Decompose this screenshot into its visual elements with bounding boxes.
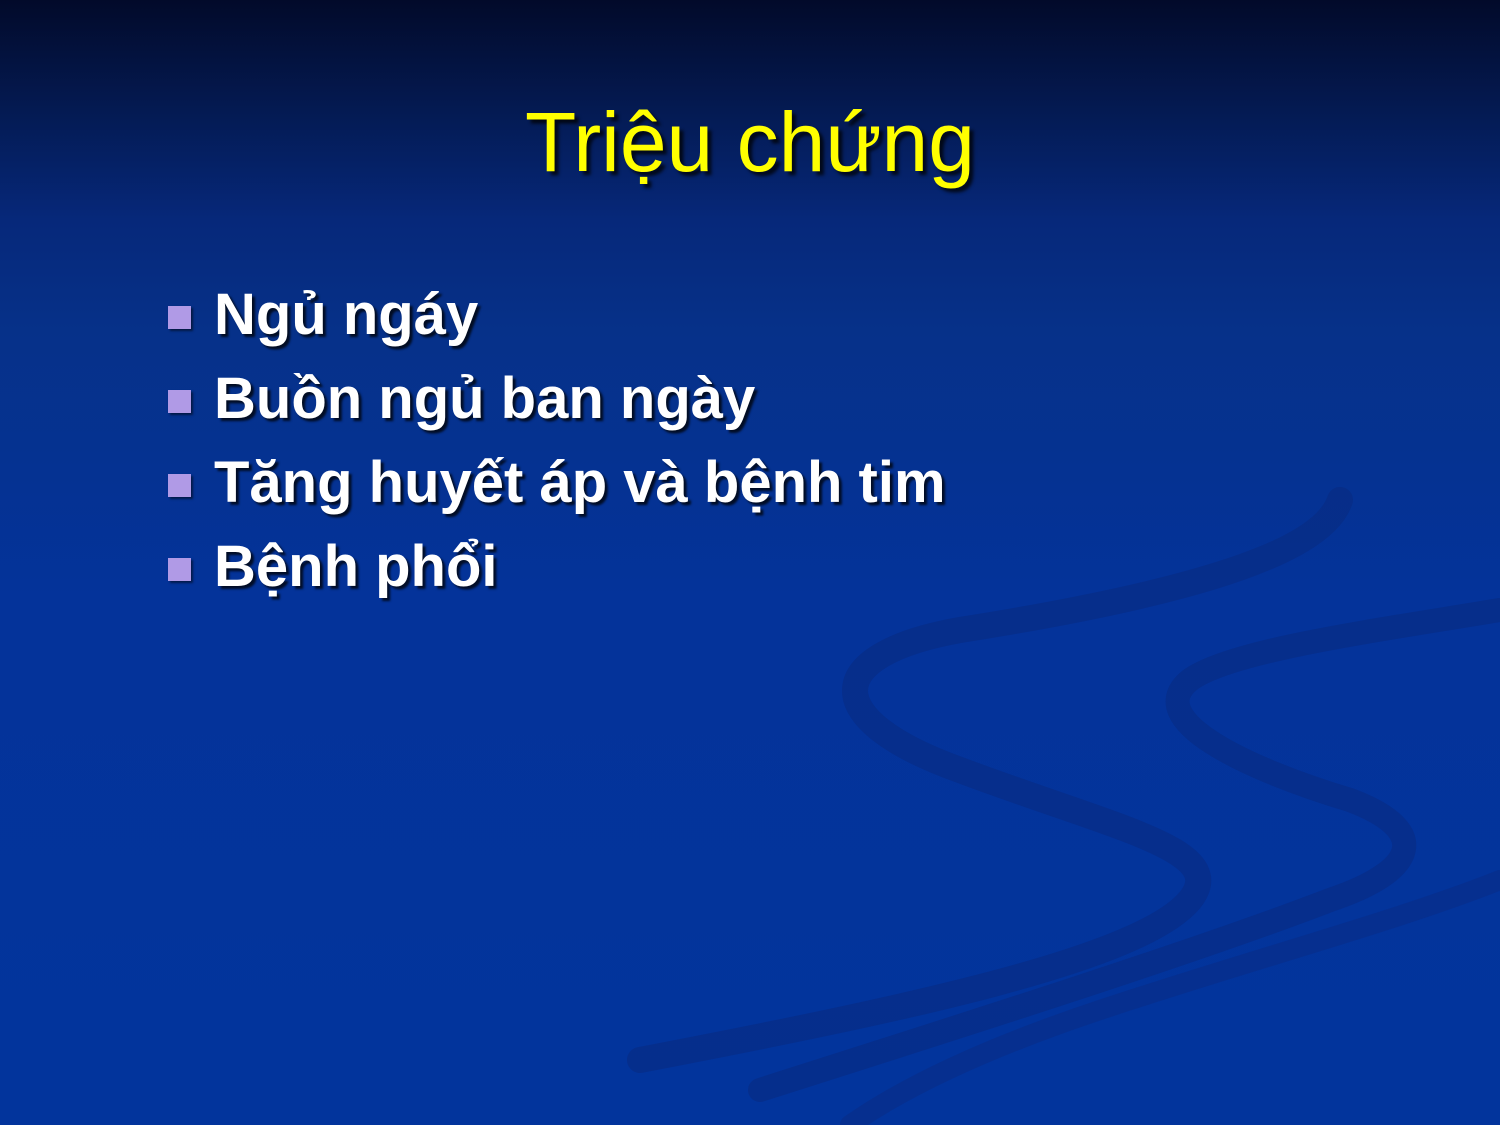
square-bullet-icon	[168, 306, 191, 329]
bullet-text: Ngủ ngáy	[214, 281, 479, 347]
bullet-item	[168, 356, 946, 440]
bullet-text: Buồn ngủ ban ngày	[214, 365, 756, 431]
square-bullet-icon	[168, 390, 191, 413]
bullet-text: Bệnh phổi	[214, 533, 498, 599]
square-bullet-icon	[168, 474, 191, 497]
square-bullet-icon	[168, 558, 191, 581]
bullet-text: Tăng huyết áp và bệnh tim	[214, 449, 946, 515]
bullet-list	[168, 272, 946, 608]
bullet-item	[168, 440, 946, 524]
bullet-item	[168, 524, 946, 608]
bullet-item	[168, 272, 946, 356]
slide-title: Triệu chứng	[525, 95, 975, 189]
